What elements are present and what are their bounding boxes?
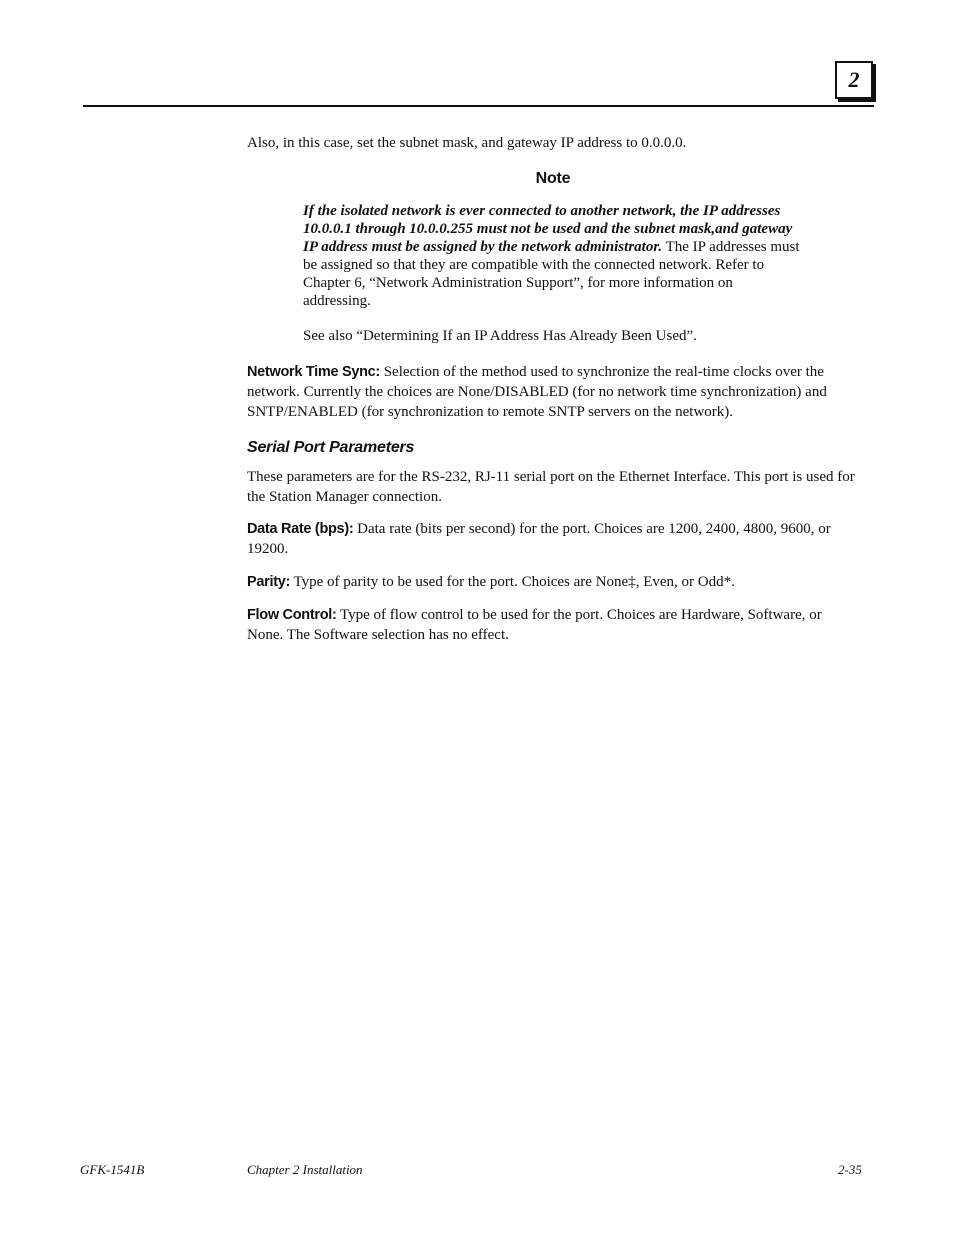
flow-control-text: Type of flow control to be used for the port. Choices are Hardware, Software, or None. The Software selection has no effect. <box>247 607 822 643</box>
serial-port-heading: Serial Port Parameters <box>247 439 415 456</box>
note-title: Note <box>535 170 571 187</box>
note-bold-text: If the isolated network is ever connected to another network, the IP addresses 10.0.0.1 through 10.0.0.255 must not be used and the subnet mask,and gateway IP address must be assigned by the network administrator. <box>303 203 793 255</box>
data-rate-paragraph <box>247 519 859 559</box>
footer-page-number: 2-35 <box>838 1162 862 1177</box>
data-rate-label: Data Rate (bps): <box>247 521 354 537</box>
network-time-sync-label: Network Time Sync: <box>247 364 380 380</box>
flow-control-paragraph <box>247 605 859 645</box>
header-rule <box>83 105 874 107</box>
parity-paragraph <box>247 572 859 592</box>
chapter-number-box: 2 <box>835 61 873 99</box>
footer-chapter: Chapter 2 Installation <box>247 1162 363 1177</box>
page-content <box>247 133 859 645</box>
flow-control-label: Flow Control: <box>247 607 337 623</box>
note-plain-text: The IP addresses must be assigned so that they are compatible with the connected network. Refer to Chapter 6, “Network Administration Support”, for more information on addressing. <box>303 239 800 309</box>
parity-label: Parity: <box>247 574 291 590</box>
network-time-sync-paragraph <box>247 362 859 422</box>
footer-doc-id: GFK-1541B <box>80 1162 145 1177</box>
parity-text: Type of parity to be used for the port. Choices are None‡, Even, or Odd*. <box>293 574 735 590</box>
network-time-sync-text: Selection of the method used to synchronize the real-time clocks over the network. Currently the choices are None/DISABLED (for no network time synchronization) and SNTP/ENABLED (for synchronization to remote SNTP servers on the network). <box>247 364 827 420</box>
serial-port-intro: These parameters are for the RS-232, RJ-11 serial port on the Ethernet Interface. This port is used for the Station Manager connection. <box>247 469 855 505</box>
note-body <box>303 202 803 310</box>
note-see-also: See also “Determining If an IP Address Has Already Been Used”. <box>303 328 697 344</box>
data-rate-text: Data rate (bits per second) for the port. Choices are 1200, 2400, 4800, 9600, or 19200. <box>247 521 831 557</box>
intro-paragraph: Also, in this case, set the subnet mask, and gateway IP address to 0.0.0.0. <box>247 135 687 151</box>
